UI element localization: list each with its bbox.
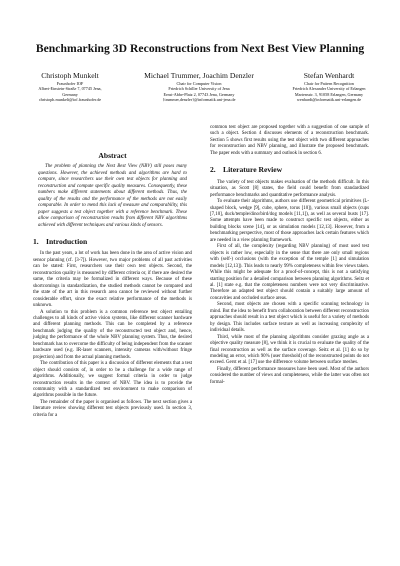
- affiliation-line: Chair for Computer Vision: [176, 80, 222, 86]
- body-paragraph: In the past years, a lot of work has been done in the area of active vision and sensor planning (cf. [3-7]). However, two major problems of all past activities can be stated: First, researchers use their own test objects. Second, the reconstruction quality is measured by different criteria or, if there are desired the same, the criteria may be formalized in different ways. Because of these shortcomings in standardization, the studied methods cannot be compared and the state of the art in this research area cannot be reviewed without further considerable effort, since the exact relative performance of the methods is unknown.: [33, 251, 192, 309]
- body-paragraph: Finally, different performance measures have been used. Most of the authors considered the number of views and completeness, while the latter was often not formal-: [210, 366, 369, 385]
- abstract: [33, 164, 192, 229]
- paper-title: Benchmarking 3D Reconstructions from Next Best View Planning: [35, 42, 365, 55]
- body-paragraph: The remainder of the paper is organised as follows. The next section gives a literature review showing different test objects previously used. In section 3, criteria for a: [33, 399, 192, 418]
- body-paragraph: To evaluate their algorithms, authors use different geometrical primitives (L-shaped block, wedge [9], cube, sphere, torus [10]), various small objects (cups [7,10], duck/temple/dino/bird/dog models [11,1]), as well as several busts [17]. Some attempts have been made to construct specific test objects, either as building blocks scene [14], or as simulation models [12,13]. However, from a benchmarking perspective, most of those approaches lack certain features which are needed in a view planning framework.: [210, 199, 369, 243]
- section-title: Introduction: [46, 236, 88, 246]
- body-paragraph: First of all, the complexity (regarding NBV planning) of most used test objects is rather low, especially in the sense that there are only small regions with (self-) occlusions (with the exception of the temple [1] and simulation models [12,13]). This leads to nearly 99% completeness within few views taken. While this might be adequate for a proof-of-concept, this is not a satisfying starting position for a detailed comparison between planning algorithms. Seitz et al. [1] state e.g. that the completeness numbers were not very discriminative. Therefore an adapted test object should contain a suitably large amount of concavities and occluded surface areas.: [210, 244, 369, 301]
- body-paragraph: Third, while most of the planning algorithms consider grazing angle as a objective quality measure [8], we think it is crucial to evaluate the quality of the final reconstruction as well as the surface coverage. Seitz et al. [1] do so by modeling an error, which 90% (user threshold) of the reconstructed points do not exceed. Gerst et al. [17] use the difference volume between surface meshes.: [210, 334, 369, 366]
- affiliation-line: Albert-Einstein-Straße 7, 07745 Jena,: [38, 86, 102, 92]
- author-email: christoph.munkelt@iof.fraunhofer.de: [38, 97, 102, 103]
- affiliation-line: Ernst-Abbe-Platz 2, 07743 Jena, Germany: [163, 91, 235, 97]
- affiliation-line: Fraunhofer IOF: [56, 80, 84, 86]
- author-2: [129, 71, 269, 103]
- abstract-heading: Abstract: [98, 151, 127, 160]
- author-block: [16, 71, 384, 121]
- affiliation-line: Friedrich Schiller University of Jena: [168, 86, 230, 92]
- section-heading-literature-review: [210, 167, 369, 173]
- author-email: wenhardt@informatik.uni-erlangen.de: [296, 97, 362, 103]
- affiliation-line: Martensstr. 3, 91058 Erlangen, Germany: [294, 91, 364, 97]
- affiliation-line: Chair for Pattern Recognition: [304, 80, 354, 86]
- left-column: [33, 153, 192, 419]
- body-paragraph: common test object are proposed together with a suggestion of one sample of such a object. Section 4 discusses elements of a reconstruction benchmark. Section 5 shows first results using the test object with two different approaches for reconstruction and NBV planning, and illustrate the proposed benchmark. The paper ends with a summary and outlook in section 6.: [210, 125, 369, 156]
- right-column: [210, 125, 369, 386]
- author-1: [16, 71, 124, 103]
- section-number: 2.: [210, 165, 216, 175]
- body-paragraph: The variety of test objects makes evaluation of the methods difficult. In this situation, as Scott [8] states, the field could benefit from standardized performance benchmarks and quantitative performance analysis.: [210, 179, 369, 198]
- author-email: {trummer,denzler}@informatik.uni-jena.de: [162, 97, 236, 103]
- body-paragraph: A solution to this problem is a common reference test object entailing challenges to all kinds of active vision systems, like different scanner hardware and different planning methods. This can be completed by a reference benchmark judging the quality of the reconstructed test object and, hence, judging the performance of the whole NBV planning system. Thus, the desired benchmark has to overcome the difficulty of being independent from the scanner hardware used (e.g. IR-laser scanners, intensity cameras with/without fringe projection) and from the actual planning methods.: [33, 309, 192, 360]
- section-heading-introduction: [33, 236, 192, 246]
- affiliation-line: Germany: [62, 91, 78, 97]
- affiliation-line: Friedrich Alexander University of Erlangen: [292, 86, 366, 92]
- author-name: Christoph Munkelt: [41, 71, 99, 80]
- section-title: Literature Review: [223, 165, 283, 175]
- abstract-text: The problem of planning the Next Best View (NBV) still poses many questions. However, the achieved methods and algorithms are hard to compare, since researchers use their own test objects for planning and reconstruction and compute specific quality measures. Consequently, these numbers make different statements about different methods. Thus, the quality of the results and the performance of the methods are not easily comparable. In order to mend this lack of measure and comparability, this paper suggests a test object together with a reference benchmark. These allow comparison of reconstruction results from different NBV algorithms achieved with different techniques and various kinds of sensors.: [38, 164, 187, 228]
- author-name: Michael Trummer, Joachim Denzler: [144, 71, 254, 80]
- body-paragraph: Second, most objects are chosen with a specific scanning technology in mind. But the idea to benefit from collaboration between different reconstruction approaches should result in a test object which is useful for a variety of methods by design. This includes surface texture as well as increasing complexity of individual details.: [210, 302, 369, 334]
- author-3: [274, 71, 384, 103]
- author-name: Stefan Wenhardt: [303, 71, 355, 80]
- body-paragraph: The contribution of this paper is a discussion of different elements that a test object should consists of, in order to be a challenge for a wide range of algorithms. Additionally, we suggest formal criteria in order to judge reconstruction results in the context of NBV. The idea is to provide the community with a standardized test environment to make comparison of algorithms possible in the future.: [33, 361, 192, 399]
- section-number: 1.: [33, 236, 39, 246]
